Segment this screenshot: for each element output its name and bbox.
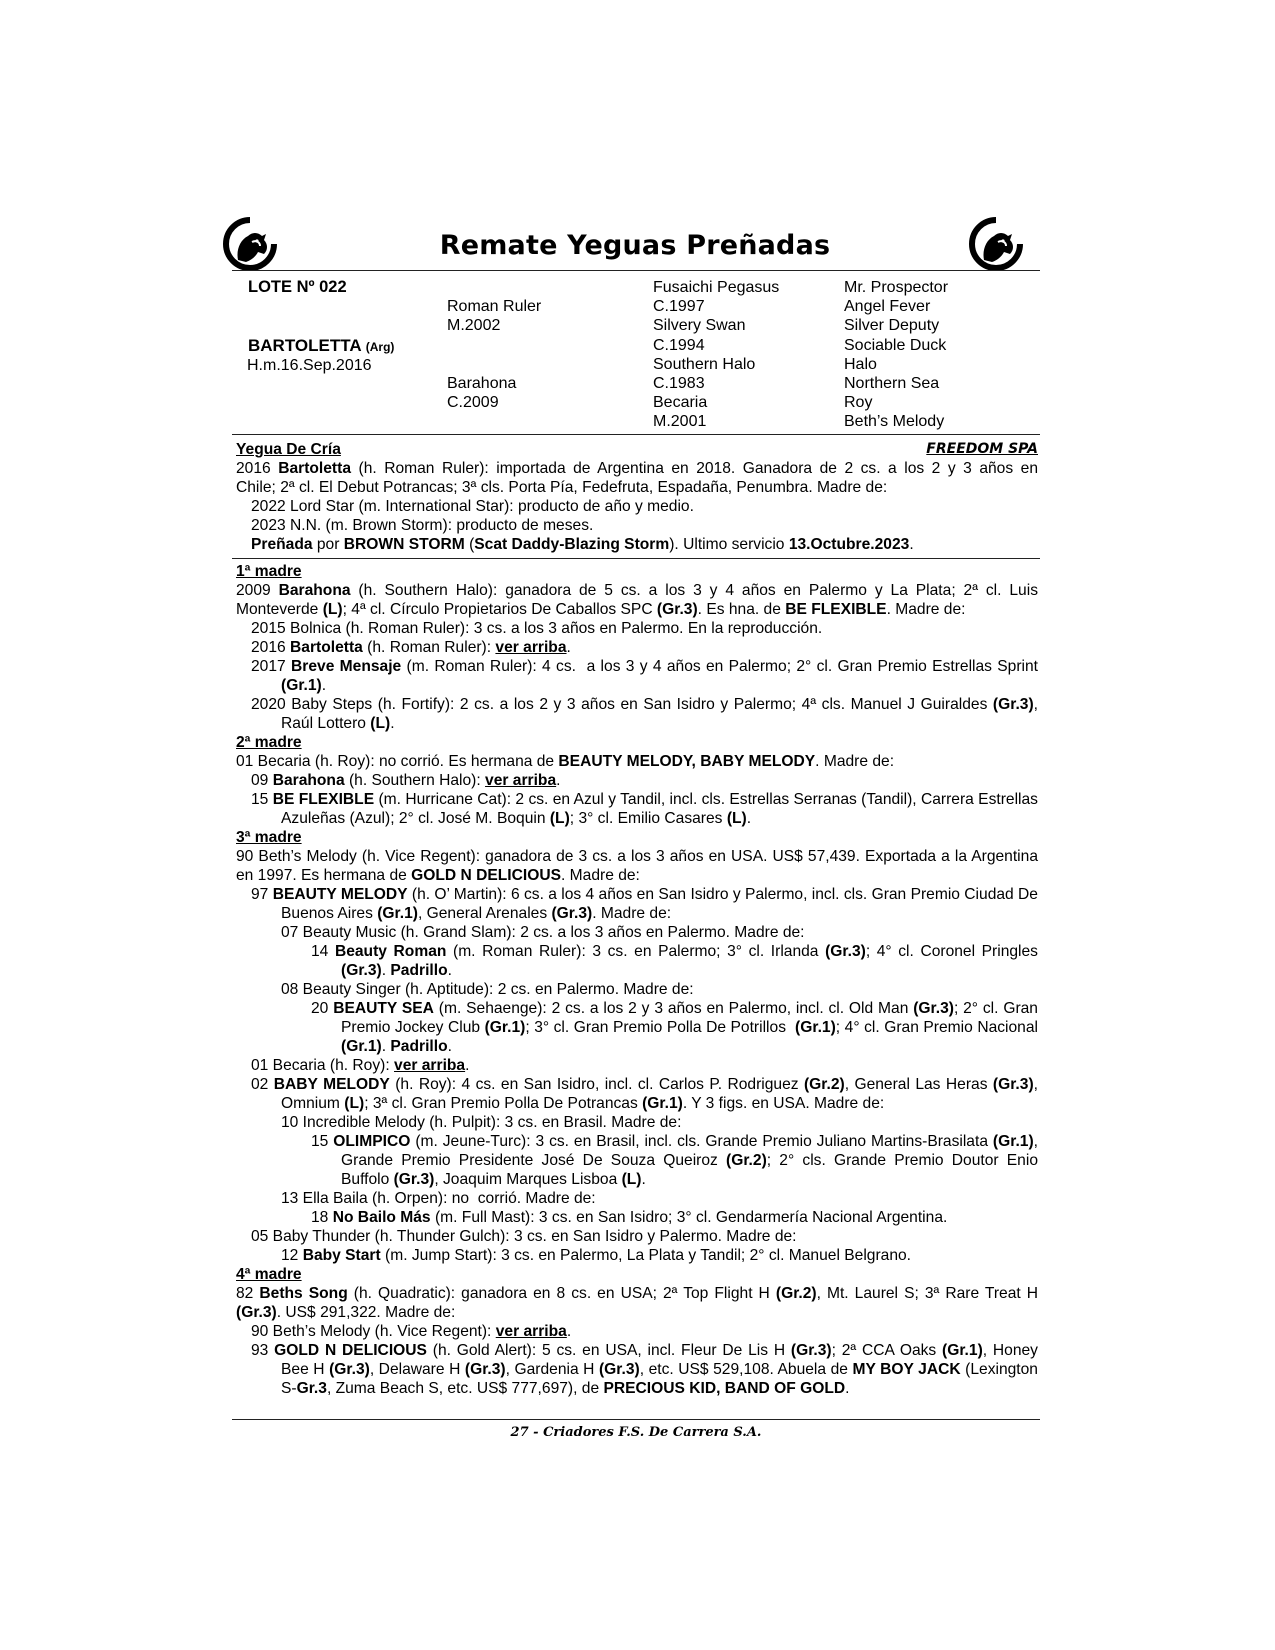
ped-g3-7: Beth’s Melody xyxy=(844,413,945,431)
horse-name xyxy=(248,336,394,357)
produce-item: 2022 Lord Star (m. International Star): producto de año y medio. xyxy=(251,498,694,515)
pedigree-gen2 xyxy=(653,278,779,432)
section-m4: 4ª madre xyxy=(236,1266,302,1283)
horse-info: H.m.16.Sep.2016 xyxy=(247,357,372,374)
horse-head-logo-right xyxy=(968,216,1024,272)
sire-name: Roman Ruler xyxy=(447,298,542,315)
ped-g2-2: Silvery Swan xyxy=(653,317,746,335)
pedigree-gen3 xyxy=(844,278,948,432)
ped-g2-3: C.1994 xyxy=(653,336,705,354)
ped-g3-3: Sociable Duck xyxy=(844,336,947,354)
ped-g3-1: Angel Fever xyxy=(844,298,931,316)
section-cria: Yegua De Cría xyxy=(236,441,341,458)
page-title: Remate Yeguas Preñadas xyxy=(439,230,831,261)
family-section: 1ª madre 2009 Barahona (h. Southern Halo): ganadora de 5 cs. a los 3 y 4 años en Palermo y La Plata; 2ª cl. Luis Monteverde (L); 4ª cl. Círculo Propietarios De Caballos SPC (Gr.3). Es hna. de BE FLEXIBLE. Madre de: 2015 Bolnica (h. Roman Ruler): 3 cs. a los 3 años en Palermo. En la reproducción. 2016 Bartoletta (h. Roman Ruler): ver arriba. 2017 Breve Mensaje (m. Roman Ruler): 4 cs. a los 3 y 4 años en Palermo; 2° cl. Gran Premio Estrellas Sprint (Gr.1). 2020 Baby Steps (h. Fortify): 2 cs. a los 2 y 3 años en San Isidro y Palermo; 4ª cls. Manuel J Guiraldes (Gr.3), Raúl Lottero (L). 2ª madre 01 Becaria (h. Roy): no corrió. Es hermana de BEAUTY MELODY, BABY MELODY. Madre de: 09 Barahona (h. Southern Halo): ver arriba. 15 BE FLEXIBLE (m. Hurricane Cat): 2 cs. en Azul y Tandil, incl. cls. Estrellas Serranas (Tandil), Carrera Estrellas Azuleñas (Azul); 2° cl. José M. Boquin (L); 3° cl. Emilio Casares (L). 3ª madre 90 Beth’s Melody (h. Vice Regent): ganadora de 3 cs. a los 3 años en USA. US$ 57,439. Exportada a la Argentina en 1997. Es hermana de GOLD N DELICIOUS. Madre de: 97 BEAUTY MELODY (h. O’ Martin): 6 cs. a los 4 años en San Isidro y Palermo, incl. cls. Gran Premio Ciudad De Buenos Aires (Gr.1), General Arenales (Gr.3). Madre de: 07 Beauty Music (h. Grand Slam): 2 cs. a los 3 años en Palermo. Madre de: 14 Beauty Roman (m. Roman Ruler): 3 cs. en Palermo; 3° cl. Irlanda (Gr.3); 4° cl. Coronel Pringles (Gr.3). Padrillo. 08 Beauty Singer (h. Aptitude): 2 cs. en Palermo. Madre de: 20 BEAUTY SEA (m. Sehaenge): 2 cs. a los 2 y 3 años en Palermo, incl. cl. Old Man (Gr.3); 2° cl. Gran Premio Jockey Club (Gr.1); 3° cl. Gran Premio Polla De Potrillos (Gr.1); 4° cl. Gran Premio Nacional (Gr.1). Padrillo. 01 Becaria (h. Roy): ver arriba. 02 BABY MELODY (h. Roy): 4 cs. en San Isidro, incl. cl. Carlos P. Rodriguez (Gr.2), General Las Heras (Gr.3), Omnium (L); 3ª cl. Gran Premio Polla De Potrancas (Gr.1). Y 3 figs. en USA. Madre de: 10 Incredible Melody (h. Pulpit): 3 cs. en Brasil. Madre de: 15 OLIMPICO (m. Jeune-Turc): 3 cs. en Brasil, incl. cls. Grande Premio Juliano Martins-Brasilata (Gr.1), Grande Premio Presidente José De Souza Queiroz (Gr.2); 2° cls. Grande Premio Doutor Enio Buffolo (Gr.3), Joaquim Marques Lisboa (L). 13 Ella Baila (h. Orpen): no corrió. Madre de: 18 No Bailo Más (m. Full Mast): 3 cs. en San Isidro; 3° cl. Gendarmería Nacional Argentina. 05 Baby Thunder (h. Thunder Gulch): 3 cs. en San Isidro y Palermo. Madre de: 12 Baby Start (m. Jump Start): 3 cs. en Palermo, La Plata y Tandil; 2° cl. Manuel Belgrano. 4ª madre 82 Beths Song (h. Quadratic): ganadora en 8 cs. en USA; 2ª Top Flight H (Gr.2), Mt. Laurel S; 3ª Rare Treat H (Gr.3). US$ 291,322. Madre de: 90 Beth’s Melody (h. Vice Regent): ver arriba. 93 GOLD N DELICIOUS (h. Gold Alert): 5 cs. en USA, incl. Fleur De Lis H (Gr.3); 2ª CCA Oaks (Gr.1), Honey Bee H (Gr.3), Delaware H (Gr.3), Gardenia H (Gr.3), etc. US$ 529,108. Abuela de MY BOY JACK (Lexington S-Gr.3, Zuma Beach S, etc. US$ 777,697), de PRECIOUS KID, BAND OF GOLD. xyxy=(236,563,1039,1397)
horse-name-text: BARTOLETTA xyxy=(248,336,362,355)
section-m1: 1ª madre xyxy=(236,563,302,580)
ped-g3-2: Silver Deputy xyxy=(844,317,940,335)
ped-g2-7: M.2001 xyxy=(653,413,707,431)
header-rule xyxy=(232,270,1040,271)
footer-rule xyxy=(232,1419,1040,1420)
section-m2: 2ª madre xyxy=(236,734,302,751)
page-footer: 27 - Criadores F.S. De Carrera S.A. xyxy=(510,1425,762,1440)
ped-g3-5: Northern Sea xyxy=(844,375,940,393)
ped-g2-0: Fusaichi Pegasus xyxy=(653,279,780,296)
owner-name: FREEDOM SPA xyxy=(926,441,1038,457)
ped-g2-4: Southern Halo xyxy=(653,355,756,373)
ped-g2-5: C.1983 xyxy=(653,375,705,393)
dam-name: Barahona xyxy=(447,375,517,392)
cria-rule xyxy=(232,558,1040,559)
pedigree-rule xyxy=(232,434,1040,435)
ped-g2-1: C.1997 xyxy=(653,298,705,316)
cria-paragraph: 2016 Bartoletta (h. Roman Ruler): importada de Argentina en 2018. Ganadora de 2 cs. a los 2 y 3 años en xyxy=(236,460,1038,477)
horse-head-logo-left xyxy=(222,216,278,272)
pregnancy-line: Preñada por BROWN STORM (Scat Daddy-Blazing Storm). Ultimo servicio 13.Octubre.2023. xyxy=(251,536,914,553)
breeding-mare-section: Yegua De Cría FREEDOM SPA 2016 Bartoletta (h. Roman Ruler): importada de Argentina en 2018. Ganadora de 2 cs. a los 2 y 3 años en Chile; 2ª cl. El Debut Potrancas; 3ª cls. Porta Pía, Fedefruta, Espadaña, Penumbra. Madre de: 2022 Lord Star (m. International Star): producto de año y medio. 2023 N.N. (m. Brown Storm): producto de meses. Preñada por BROWN STORM (Scat Daddy-Blazing Storm). Ultimo servicio 13.Octubre.2023. xyxy=(236,441,1038,553)
lote-number: LOTE Nº 022 xyxy=(248,278,347,296)
produce-item: 2023 N.N. (m. Brown Storm): producto de meses. xyxy=(251,517,594,534)
dam-info: C.2009 xyxy=(447,394,499,411)
ped-g3-0: Mr. Prospector xyxy=(844,279,949,296)
ped-g3-4: Halo xyxy=(844,355,877,373)
sire-info: M.2002 xyxy=(447,317,501,334)
ped-g2-6: Becaria xyxy=(653,394,708,412)
horse-origin: (Arg) xyxy=(365,340,395,354)
ped-g3-6: Roy xyxy=(844,394,873,412)
section-m3: 3ª madre xyxy=(236,829,302,846)
